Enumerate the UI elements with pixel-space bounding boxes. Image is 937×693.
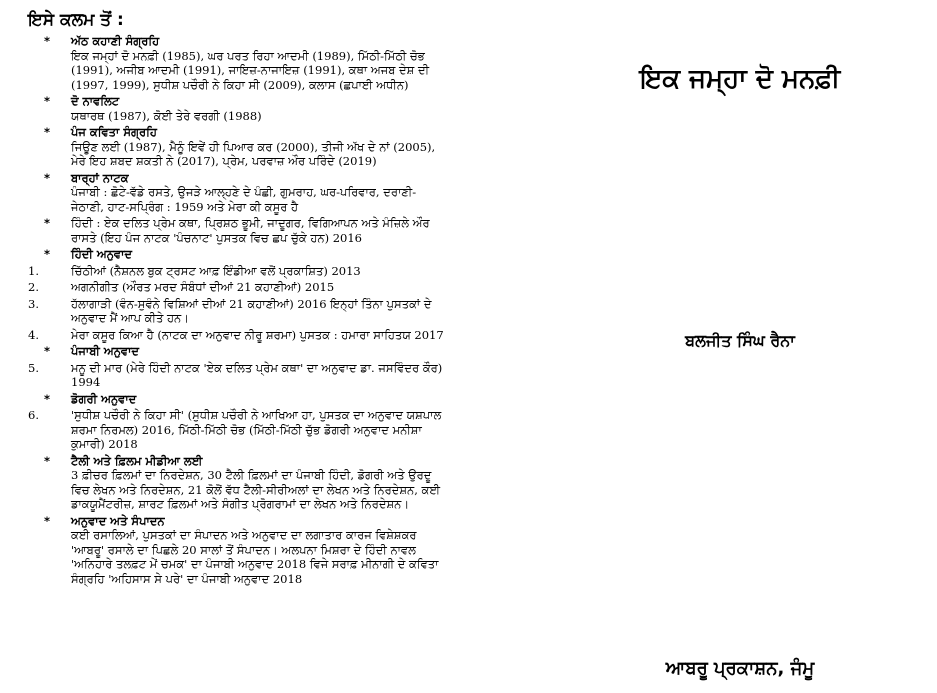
bullet-marker: * (44, 170, 51, 185)
list-item (28, 264, 448, 279)
works-list (28, 10, 448, 588)
bullet-marker: * (44, 344, 51, 358)
number-marker: 1. (28, 263, 39, 278)
section-title: ਅਨੁਵਾਦ ਅਤੇ ਸੰਪਾਦਨ (71, 513, 165, 528)
bullet-marker: * (44, 94, 51, 108)
section-body: ਚਿੱਠੀਆਂ (ਨੈਸ਼ਨਲ ਬੁਕ ਟ੍ਰਸਟ ਆਫ਼ ਇੰਡੀਆ ਵਲੋਂ ਪ੍ਰਕਾਸ਼ਿਤ) 2013 (71, 263, 361, 278)
section-body: ਇਕ ਜਮ੍ਹਾਂ ਦੋ ਮਨਫ਼ੀ (1985), ਘਰ ਪਰਤ ਰਿਹਾ ਆਦਮੀ (1989), ਮਿੱਠੀ-ਮਿੱਠੀ ਚੋਭ (1991), ਅਜੀਬ ਆਦਮੀ (1991), ਜਾਇਜ਼-ਨਾਜਾਇਜ਼ (1991), ਕਥਾ ਅਜਬ ਦੇਸ਼ ਦੀ (1997, 1999), ਸੁਧੀਸ਼ ਪਚੌਰੀ ਨੇ ਕਿਹਾ ਸੀ (2009), ਕਲਾਸ (ਛਪਾਈ ਅਧੀਨ) (71, 48, 430, 92)
number-marker: 5. (28, 360, 39, 375)
number-marker: 6. (28, 408, 39, 422)
section-body: ਯਥਾਰਥ (1987), ਕੋਈ ਤੇਰੇ ਵਰਗੀ (1988) (71, 108, 262, 123)
author-name: ਬਲਜੀਤ ਸਿੰਘ ਰੈਨਾ (685, 331, 795, 350)
list-item (28, 34, 448, 92)
section-body: ਹੱਲਾਗਾੜੀ (ਵੰਨ-ਸੁਵੰਨੇ ਵਿਸ਼ਿਆਂ ਦੀਆਂ 21 ਕਹਾਣੀਆਂ) 2016 ਇਨ੍ਹਾਂ ਤਿੰਨਾ ਪੁਸਤਕਾਂ ਦੇ ਅਨੁਵਾਦ ਮੈਂ ਆਪ ਕੀਤੇ ਹਨ। (71, 296, 432, 325)
bullet-marker: * (44, 125, 51, 139)
works-heading: ਇਸੇ ਕਲਮ ਤੋਂ : (28, 10, 124, 30)
list-item (28, 94, 448, 123)
section-title: ਟੈਲੀ ਅਤੇ ਫ਼ਿਲਮ ਮੀਡੀਆ ਲਈ (71, 453, 203, 468)
section-title: ਪੰਜਾਬੀ ਅਨੁਵਾਦ (71, 344, 140, 358)
list-item (28, 125, 448, 169)
section-body: ਪੰਜਾਬੀ : ਛੋਟੇ-ਵੱਡੇ ਰਸਤੇ, ਉਜੜੇ ਆਲ੍ਹਣੇ ਦੇ ਪੰਛੀ, ਗੁਮਰਾਹ, ਘਰ-ਪਰਿਵਾਰ, ਦਰਾਣੀ-ਜੇਠਾਣੀ, ਹਾਟ-ਸਪ੍ਰਿੰਗ : 1959 ਅਤੇ ਮੇਰਾ ਕੀ ਕਸੂਰ ਹੈ (71, 185, 417, 214)
list-item (28, 280, 448, 295)
section-body: ਮੇਰਾ ਕਸੂਰ ਕਿਆ ਹੈ (ਨਾਟਕ ਦਾ ਅਨੁਵਾਦ ਨੀਰੂ ਸ਼ਰਮਾ) ਪੁਸਤਕ : ਹਮਾਰਾ ਸਾਹਿਤਯ 2017 (71, 327, 444, 342)
bullet-marker: * (44, 513, 51, 528)
list-item (28, 328, 448, 343)
bullet-marker: * (44, 216, 51, 230)
list-item (28, 361, 448, 390)
number-marker: 4. (28, 327, 39, 342)
section-title: ਅੱਠ ਕਹਾਣੀ ਸੰਗ੍ਰਹਿ (71, 34, 160, 48)
section-body: 3 ਫ਼ੀਚਰ ਫ਼ਿਲਮਾਂ ਦਾ ਨਿਰਦੇਸ਼ਨ, 30 ਟੈਲੀ ਫ਼ਿਲਮਾਂ ਦਾ ਪੰਜਾਬੀ ਹਿੰਦੀ, ਡੋਗਰੀ ਅਤੇ ਉਰਦੂ ਵਿਚ ਲੇਖਨ ਅਤੇ ਨਿਰਦੇਸ਼ਨ, 21 ਕੋਲੋਂ ਵੱਧ ਟੈਲੀ-ਸੀਰੀਅਲਾਂ ਦਾ ਲੇਖਨ ਅਤੇ ਨਿਰਦੇਸ਼ਨ, ਕਈ ਡਾਕਯੂਮੈਂਟਰੀਜ਼, ਸ਼ਾਰਟ ਫ਼ਿਲਮਾਂ ਅਤੇ ਸੰਗੀਤ ਪ੍ਰੋਗਰਾਮਾਂ ਦਾ ਲੇਖਨ ਅਤੇ ਨਿਰਦੇਸ਼ਨ। (71, 468, 441, 511)
section-body: 'ਸੁਧੀਸ਼ ਪਚੌਰੀ ਨੇ ਕਿਹਾ ਸੀ' (ਸੁਧੀਸ਼ ਪਚੌਰੀ ਨੇ ਆਖਿਆ ਹਾ, ਪੁਸਤਕ ਦਾ ਅਨੁਵਾਦ ਯਸ਼ਪਾਲ ਸ਼ਰਮਾ ਨਿਰਮਲ) 2016, ਮਿੱਠੀ-ਮਿੱਠੀ ਚੋਭ (ਮਿੱਠੀ-ਮਿੱਠੀ ਚੁੱਭ ਡੋਗਰੀ ਅਨੁਵਾਦ ਮਨੀਸ਼ਾ ਕੁਮਾਰੀ) 2018 (71, 408, 442, 451)
list-item (28, 171, 448, 215)
number-marker: 3. (28, 296, 39, 311)
section-body: ਮਨੂ ਦੀ ਮਾਰ (ਮੇਰੇ ਹਿੰਦੀ ਨਾਟਕ 'ਏਕ ਦਲਿਤ ਪ੍ਰੇਮ ਕਥਾ' ਦਾ ਅਨੁਵਾਦ ਡਾ. ਜਸਵਿੰਦਰ ਕੌਰ) 1994 (71, 360, 443, 389)
section-title: ਡੋਗਰੀ ਅਨੁਵਾਦ (71, 391, 137, 406)
list-item (28, 454, 448, 512)
list-item (28, 216, 448, 245)
bullet-marker: * (44, 391, 51, 406)
entries-container (28, 34, 448, 586)
list-item (28, 247, 448, 262)
list-item (28, 344, 448, 359)
section-body: ਜਿਊਣ ਲਈ (1987), ਮੈਨੂੰ ਇਵੇਂ ਹੀ ਪਿਆਰ ਕਰ (2000), ਤੀਜੀ ਅੱਖ ਦੇ ਨਾਂ (2005), ਮੇਰੇ ਇਹ ਸ਼ਬਦ ਸ਼ਕਤੀ ਨੇ (2017), ਪ੍ਰੇਮ, ਪਰਵਾਜ਼ ਔਰ ਪਰਿੰਦੇ (2019) (71, 139, 436, 168)
list-item (28, 392, 448, 407)
section-title: ਪੰਜ ਕਵਿਤਾ ਸੰਗ੍ਰਹਿ (71, 125, 157, 139)
list-item (28, 297, 448, 326)
section-title: ਦੋ ਨਾਵਲਿਟ (71, 94, 120, 108)
list-item (28, 514, 448, 587)
publisher-name: ਆਬਰੂ ਪ੍ਰਕਾਸ਼ਨ, ਜੰਮੂ (665, 658, 815, 679)
section-body: ਕਈ ਰਸਾਲਿਆਂ, ਪੁਸਤਕਾਂ ਦਾ ਸੰਪਾਦਨ ਅਤੇ ਅਨੁਵਾਦ ਦਾ ਲਗਾਤਾਰ ਕਾਰਜ ਵਿਸ਼ੇਸ਼ਕਰ 'ਆਬਰੂ' ਰਸਾਲੇ ਦਾ ਪਿਛਲੇ 20 ਸਾਲਾਂ ਤੋਂ ਸੰਪਾਦਨ। ਅਲਪਨਾ ਮਿਸ਼ਰਾ ਦੇ ਹਿੰਦੀ ਨਾਵਲ 'ਅਨਿਹਾਰੇ ਤਲਫ਼ਟ ਮੇਂ ਚਮਕ' ਦਾ ਪੰਜਾਬੀ ਅਨੁਵਾਦ 2018 ਵਿਜੇ ਸਰਾਫ਼ ਮੀਨਾਗੀ ਦੇ ਕਵਿਤਾ ਸੰਗ੍ਰਹਿ 'ਅਹਿਸਾਸ ਸੇ ਪਰੇ' ਦਾ ਪੰਜਾਬੀ ਅਨੁਵਾਦ 2018 (71, 528, 439, 586)
section-title: ਹਿੰਦੀ ਅਨੁਵਾਦ (71, 247, 133, 261)
number-marker: 2. (28, 280, 39, 294)
list-item (28, 408, 448, 452)
book-title: ਇਕ ਜਮ੍ਹਾ ਦੋ ਮਨਫ਼ੀ (639, 64, 841, 94)
section-title: ਬਾਰ੍ਹਾਂ ਨਾਟਕ (71, 170, 129, 185)
section-body: ਹਿੰਦੀ : ਏਕ ਦਲਿਤ ਪ੍ਰੇਮ ਕਥਾ, ਪ੍ਰਿਸ਼ਠ ਭੂਮੀ, ਜਾਦੂਗਰ, ਵਿਗਿਆਪਨ ਅਤੇ ਮੰਜ਼ਿਲੇ ਔਰ ਰਾਸਤੇ (ਇਹ ਪੰਜ ਨਾਟਕ 'ਪੰਚਨਾਟ' ਪੁਸਤਕ ਵਿਚ ਛਪ ਚੁੱਕੇ ਹਨ) 2016 (71, 216, 430, 245)
section-body: ਅਗਨੀਗੀਤ (ਔਰਤ ਮਰਦ ਸੰਬੰਧਾਂ ਦੀਆਂ 21 ਕਹਾਣੀਆਂ) 2015 (71, 280, 335, 294)
bullet-marker: * (44, 453, 51, 468)
bullet-marker: * (44, 34, 51, 48)
bullet-marker: * (44, 247, 51, 261)
